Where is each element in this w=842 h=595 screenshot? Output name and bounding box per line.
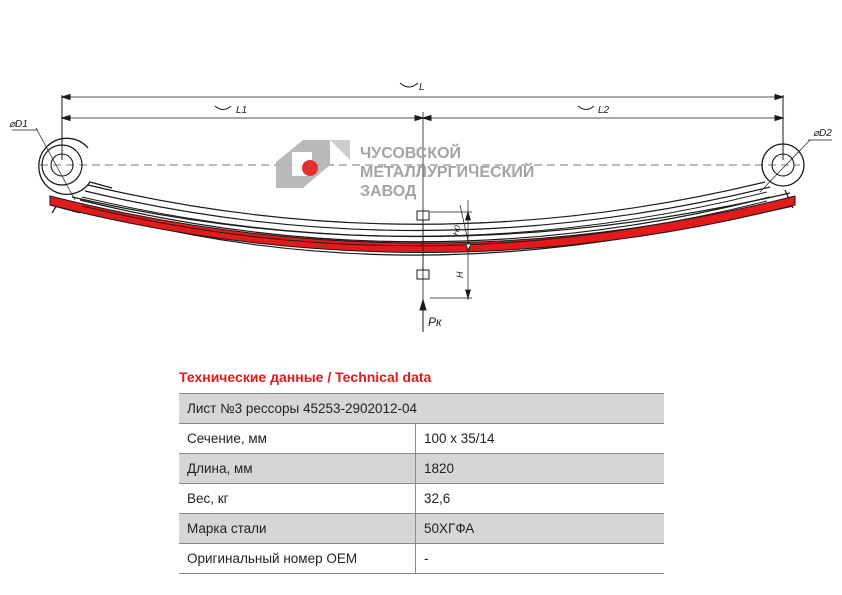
dimension-l2-label: L2	[598, 105, 610, 116]
row-value: 32,6	[416, 484, 665, 514]
row-value: 1820	[416, 454, 665, 484]
row-label: Сечение, мм	[179, 424, 416, 454]
dimension-ho-label: H0	[451, 224, 463, 237]
technical-data-table	[179, 393, 664, 574]
eye-d2	[760, 140, 832, 192]
table-row	[179, 424, 664, 454]
company-logo-watermark	[276, 140, 534, 200]
table-row	[179, 454, 664, 484]
force-label: Рк	[428, 315, 442, 329]
row-label: Вес, кг	[179, 484, 416, 514]
load-arrow	[420, 300, 426, 332]
dimension-h-label: H	[455, 271, 465, 278]
dimension-l-label: L	[419, 82, 425, 93]
row-label: Длина, мм	[179, 454, 416, 484]
table-row	[179, 514, 664, 544]
dimension-l1-label: L1	[236, 105, 248, 116]
table-header-row	[179, 394, 664, 424]
watermark-line-3: ЗАВОД	[360, 183, 417, 200]
table-row	[179, 544, 664, 574]
row-value: 50ХГФА	[416, 514, 665, 544]
watermark-line-2: МЕТАЛЛУРГИЧЕСКИЙ	[360, 164, 535, 181]
diameter-d1-label: ⌀D1	[9, 119, 28, 130]
eye-d1	[12, 128, 112, 200]
row-label: Марка стали	[179, 514, 416, 544]
row-value: 100 x 35/14	[416, 424, 665, 454]
row-label: Оригинальный номер OEM	[179, 544, 416, 574]
table-header-cell: Лист №3 рессоры 45253-2902012-04	[179, 394, 664, 424]
watermark-line-1: ЧУСОВСКОЙ	[360, 145, 462, 162]
row-value: -	[416, 544, 665, 574]
table-row	[179, 484, 664, 514]
technical-data-title: Технические данные / Technical data	[179, 369, 432, 385]
diameter-d2-label: ⌀D2	[813, 128, 832, 139]
